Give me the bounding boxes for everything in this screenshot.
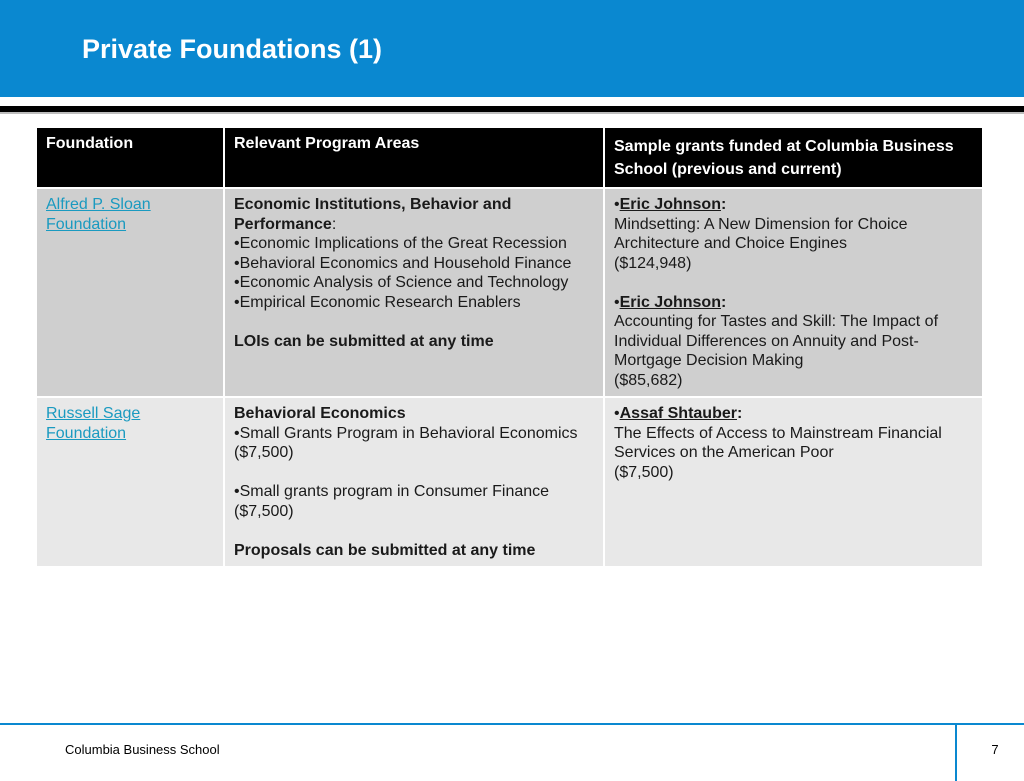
grant-entry: •Eric Johnson: Mindsetting: A New Dimension for Choice Architecture and Choice Engines ($124,948) <box>614 195 974 273</box>
header-sample-grants: Sample grants funded at Columbia Business School (previous and current) <box>604 127 983 188</box>
table-row <box>36 397 983 567</box>
program-heading: Economic Institutions, Behavior and Performance: <box>234 196 512 233</box>
table-header-row <box>36 127 983 188</box>
page-number: 7 <box>991 742 999 757</box>
grant-title: Mindsetting: A New Dimension for Choice Architecture and Choice Engines <box>614 215 908 252</box>
footer-school-name: Columbia Business School <box>65 742 220 757</box>
grant-amount: ($124,948) <box>614 254 692 272</box>
grant-title: Accounting for Tastes and Skill: The Impact of Individual Differences on Annuity and Post-Mortgage Decision Making <box>614 313 939 369</box>
title-divider-shadow <box>0 112 1024 114</box>
foundations-table <box>35 126 984 568</box>
title-bar <box>0 0 1024 97</box>
footer-vertical-divider <box>955 725 957 781</box>
program-item: •Empirical Economic Research Enablers <box>234 293 521 311</box>
header-foundation: Foundation <box>36 127 224 188</box>
program-item: •Small grants program in Consumer Finance <box>234 483 550 500</box>
sample-grants-cell <box>604 397 983 567</box>
grant-recipient: Eric Johnson <box>619 293 721 311</box>
program-note: LOIs can be submitted at any time <box>234 332 494 350</box>
program-amount: ($7,500) <box>234 502 294 520</box>
sample-grants-cell <box>604 188 983 397</box>
program-item: •Economic Analysis of Science and Technology <box>234 274 569 291</box>
grant-amount: ($7,500) <box>614 463 674 481</box>
program-areas-cell <box>224 188 604 397</box>
foundation-link-sloan[interactable]: Alfred P. Sloan Foundation <box>46 196 151 233</box>
foundation-link-russell-sage[interactable]: Russell Sage Foundation <box>46 405 141 442</box>
program-amount: ($7,500) <box>234 444 294 461</box>
grant-recipient: Eric Johnson <box>619 196 721 213</box>
table-row <box>36 188 983 397</box>
program-areas-cell <box>224 397 604 567</box>
program-heading: Behavioral Economics <box>234 405 406 422</box>
program-item: •Behavioral Economics and Household Finance <box>234 254 572 272</box>
program-item: •Small Grants Program in Behavioral Economics <box>234 424 578 442</box>
grant-entry: •Assaf Shtauber: The Effects of Access to Mainstream Financial Services on the American Poor ($7,500) <box>614 404 974 482</box>
program-item: •Economic Implications of the Great Recession <box>234 235 567 252</box>
grant-title: The Effects of Access to Mainstream Financial Services on the American Poor <box>614 424 942 461</box>
program-note: Proposals can be submitted at any time <box>234 541 536 559</box>
foundation-cell <box>36 397 224 567</box>
header-program-areas: Relevant Program Areas <box>224 127 604 188</box>
slide-title: Private Foundations (1) <box>82 34 383 64</box>
footer-divider <box>0 723 1024 725</box>
foundation-cell <box>36 188 224 397</box>
grant-amount: ($85,682) <box>614 371 683 389</box>
grant-recipient: Assaf Shtauber <box>619 405 737 422</box>
grant-entry: •Eric Johnson: Accounting for Tastes and Skill: The Impact of Individual Differences on Annuity and Post-Mortgage Decision Making ($85,682) <box>614 293 974 391</box>
